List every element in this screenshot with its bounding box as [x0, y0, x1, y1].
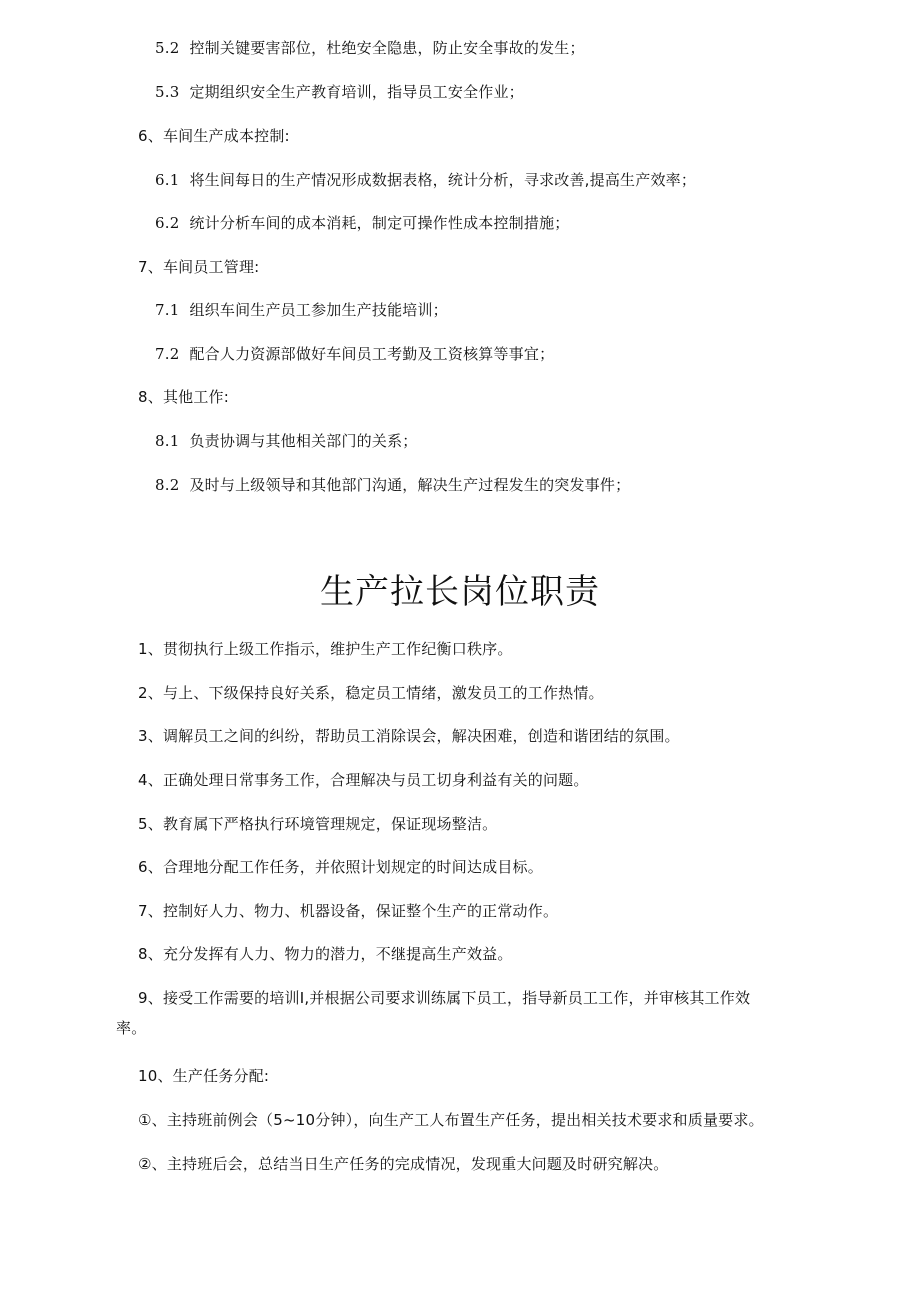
- duty-9: 9、接受工作需要的培训I,并根据公司要求训练属下员工，指导新员工工作，并审核其工作效: [138, 989, 751, 1007]
- duty-5: 5、教育属下严格执行环境管理规定，保证现场整洁。: [138, 815, 498, 833]
- heading-8: [138, 387, 229, 407]
- item-number: 8.1: [155, 432, 180, 450]
- item-8-2: [155, 475, 630, 495]
- item-number: 6.2: [155, 214, 180, 232]
- heading-7: [138, 257, 259, 277]
- heading-text: 6、车间生产成本控制:: [138, 127, 290, 145]
- item-number: 7.2: [155, 345, 180, 363]
- item-text: 控制关键要害部位，杜绝安全隐患，防止安全事故的发生；: [189, 39, 585, 57]
- duty-4: 4、正确处理日常事务工作，合理解决与员工切身利益有关的问题。: [138, 771, 589, 789]
- item-text: 及时与上级领导和其他部门沟通，解决生产过程发生的突发事件；: [189, 476, 631, 494]
- item-5-3: [155, 82, 524, 102]
- duty-8: 8、充分发挥有人力、物力的潜力，不继提高生产效益。: [138, 945, 513, 963]
- duty-10-sub-1: ①、主持班前例会（5~10分钟），向生产工人布置生产任务，提出相关技术要求和质量要求。: [138, 1111, 764, 1129]
- item-text: 定期组织安全生产教育培训，指导员工安全作业；: [189, 83, 524, 101]
- item-number: 6.1: [155, 171, 180, 189]
- item-5-2: [155, 38, 585, 58]
- duty-3: 3、调解员工之间的纠纷，帮助员工消除误会，解决困难，创造和谐团结的氛围。: [138, 727, 680, 745]
- page-title: 生产拉长岗位职责: [320, 572, 600, 612]
- heading-text: 7、车间员工管理:: [138, 258, 260, 276]
- item-7-2: [155, 344, 554, 364]
- duty-6: 6、合理地分配工作任务，并依照计划规定的时间达成目标。: [138, 858, 543, 876]
- duty-2: 2、与上、下级保持良好关系，稳定员工情绪，激发员工的工作热情。: [138, 684, 604, 702]
- item-text: 统计分析车间的成本消耗，制定可操作性成本控制措施；: [189, 214, 570, 232]
- duty-7: 7、控制好人力、物力、机器设备，保证整个生产的正常动作。: [138, 902, 559, 920]
- duty-10: 10、生产任务分配:: [138, 1067, 270, 1085]
- duty-1: 1、贯彻执行上级工作指示，维护生产工作纪衡口秩序。: [138, 640, 513, 658]
- heading-6: [138, 126, 290, 146]
- heading-text: 8、其他工作:: [138, 388, 229, 406]
- item-text: 配合人力资源部做好车间员工考勤及工资核算等事宜；: [189, 345, 555, 363]
- item-6-2: [155, 213, 569, 233]
- item-number: 8.2: [155, 476, 180, 494]
- item-text: 将生间每日的生产情况形成数据表格，统计分析，寻求改善,提高生产效率；: [189, 171, 697, 189]
- duty-9-continued: 率。: [116, 1019, 147, 1037]
- item-7-1: [155, 300, 448, 320]
- item-6-1: [155, 170, 696, 190]
- item-number: 5.3: [155, 83, 180, 101]
- item-number: 5.2: [155, 39, 180, 57]
- item-text: 负责协调与其他相关部门的关系；: [189, 432, 418, 450]
- item-8-1: [155, 431, 417, 451]
- duty-10-sub-2: ②、主持班后会，总结当日生产任务的完成情况，发现重大问题及时研究解决。: [138, 1155, 669, 1173]
- item-number: 7.1: [155, 301, 180, 319]
- item-text: 组织车间生产员工参加生产技能培训；: [189, 301, 448, 319]
